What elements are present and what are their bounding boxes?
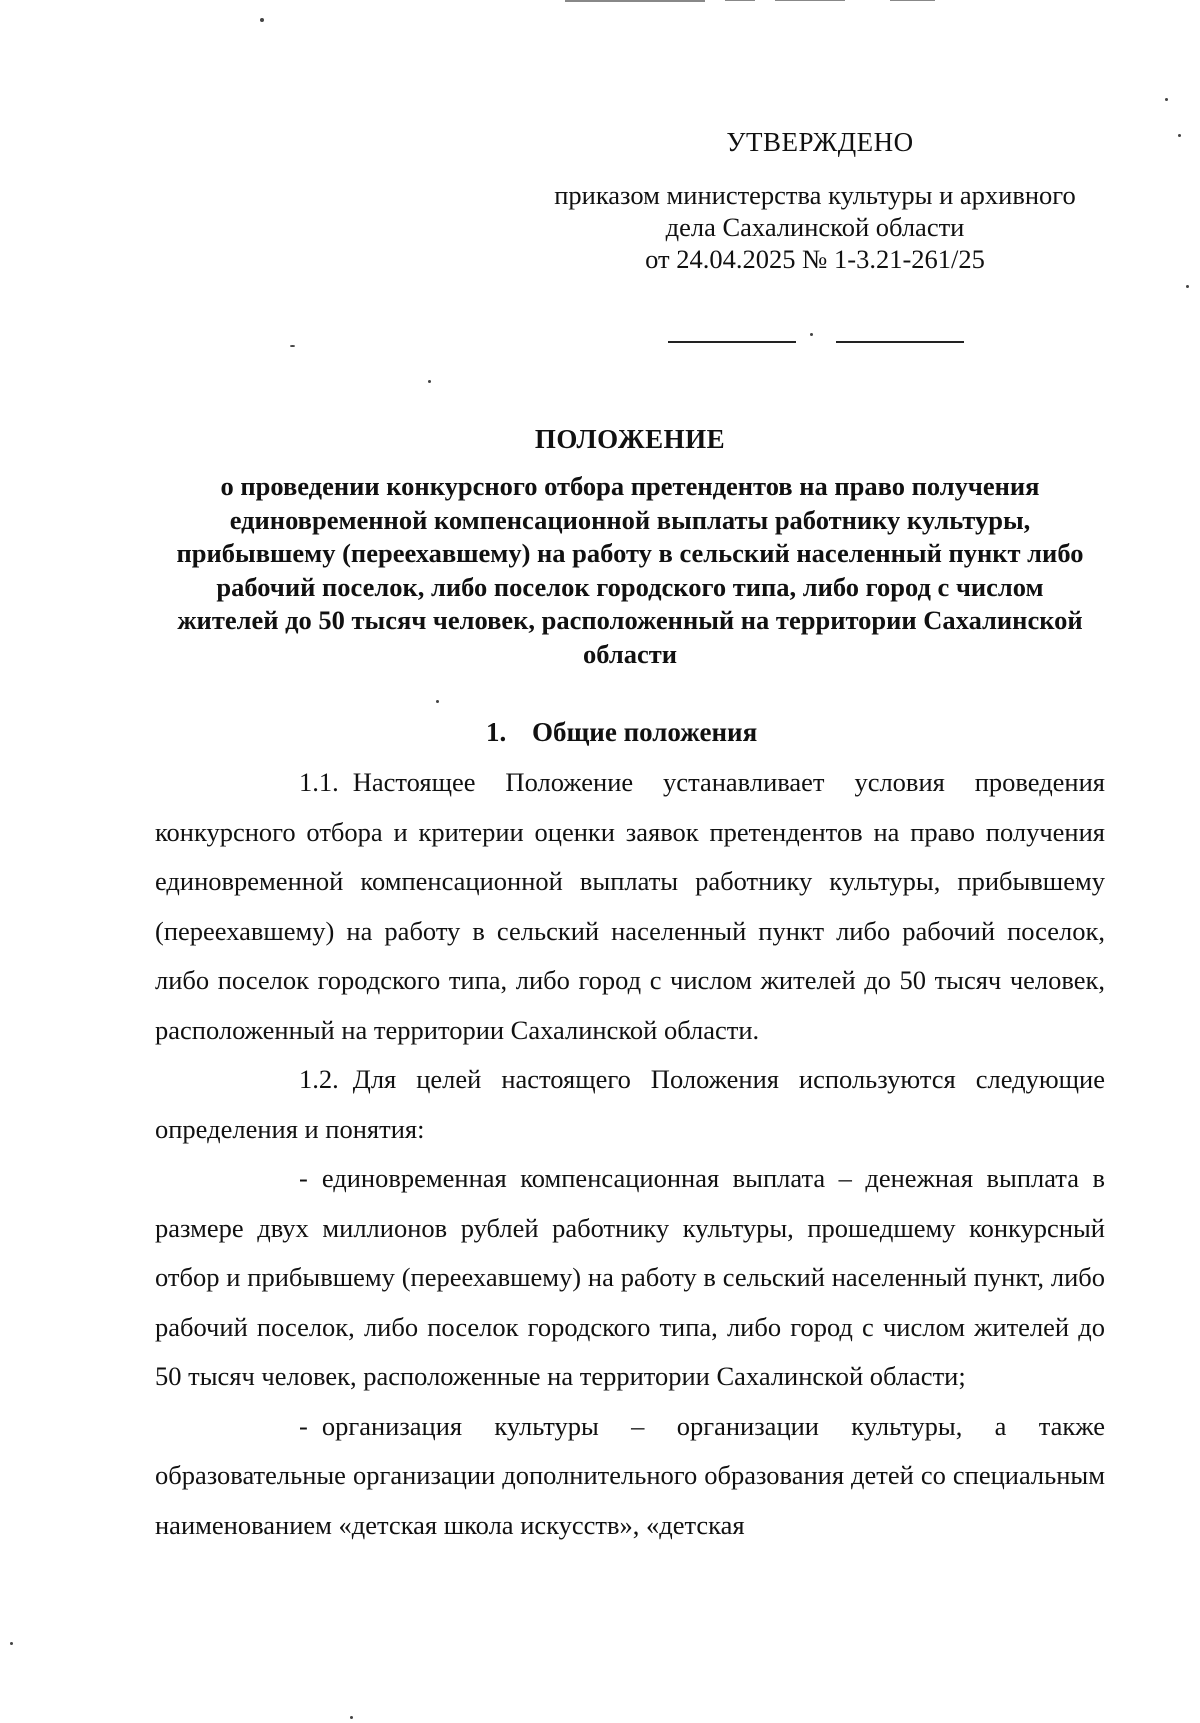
approval-date-number: от 24.04.2025 № 1-3.21-261/25 [645,244,985,274]
paragraph-text: организация культуры – организации культуры, а также образовательные организации дополнительного образования детей со специальным наименованием «детская школа искусств», «детская [155,1410,1105,1540]
scan-speck [428,380,431,383]
document-subtitle: о проведении конкурсного отбора претендентов на право получения единовременной компенсационной выплаты работнику культуры, прибывшему (переехавшему) на работу в сельский населенный пункт либо рабочий поселок, либо поселок городского типа, либо город с числом жителей до 50 тысяч человек, расположенный на территории Сахалинской области [176,471,1084,669]
document-title: ПОЛОЖЕНИЕ [534,424,726,454]
paragraph-text: единовременная компенсационная выплата – денежная выплата в размере двух миллионов рублей работнику культуры, прошедшему конкурсный отбор и прибывшему (переехавшему) на работу в сельский населенный пункт, либо рабочий поселок, либо поселок городского типа, либо город с числом жителей до 50 тысяч человек, расположенные на территории Сахалинской области; [155,1163,1105,1391]
scan-speck [810,333,813,336]
scan-speck [436,700,439,703]
list-dash: - [299,1410,308,1441]
scan-artifact-line [565,0,705,2]
paragraph-1-2 [155,1055,1105,1154]
section-heading [486,717,757,748]
list-dash: - [299,1163,308,1193]
paragraph-text: Настоящее Положение устанавливает условия проведения конкурсного отбора и критерии оценки заявок претендентов на право получения единовременной компенсационной выплаты работнику культуры, прибывшему (переехавшему) на работу в сельский населенный пункт либо рабочий поселок, либо поселок городского типа, либо город с числом жителей до 50 тысяч человек, расположенный на территории Сахалинской области. [155,767,1105,1045]
scan-speck [290,345,295,347]
section-title: Общие положения [532,717,758,747]
paragraph-text: Для целей настоящего Положения используются следующие определения и понятия: [155,1064,1105,1144]
signature-line [668,341,796,343]
scan-artifact-line [725,0,755,1]
section-number: 1. [486,717,507,747]
definition-culture-organization [155,1402,1105,1551]
paragraph-number: 1.2. [299,1064,339,1094]
approval-heading: УТВЕРЖДЕНО [726,127,914,157]
signature-line [836,341,964,343]
scan-speck [10,1642,13,1645]
paragraph-1-1 [155,758,1105,1055]
approval-ministry-line: дела Сахалинской области [665,212,965,242]
approval-order-line: приказом министерства культуры и архивного [554,180,1076,210]
definition-compensation-payment [155,1154,1105,1402]
document-body [155,758,1105,1550]
paragraph-number: 1.1. [299,767,339,797]
scan-speck [1178,134,1181,137]
scan-speck [1165,98,1168,101]
scan-artifact-line [775,0,845,1]
scan-speck [1186,285,1189,288]
scan-speck [350,1716,353,1719]
scan-speck [260,18,264,22]
scan-artifact-line [890,0,935,1]
